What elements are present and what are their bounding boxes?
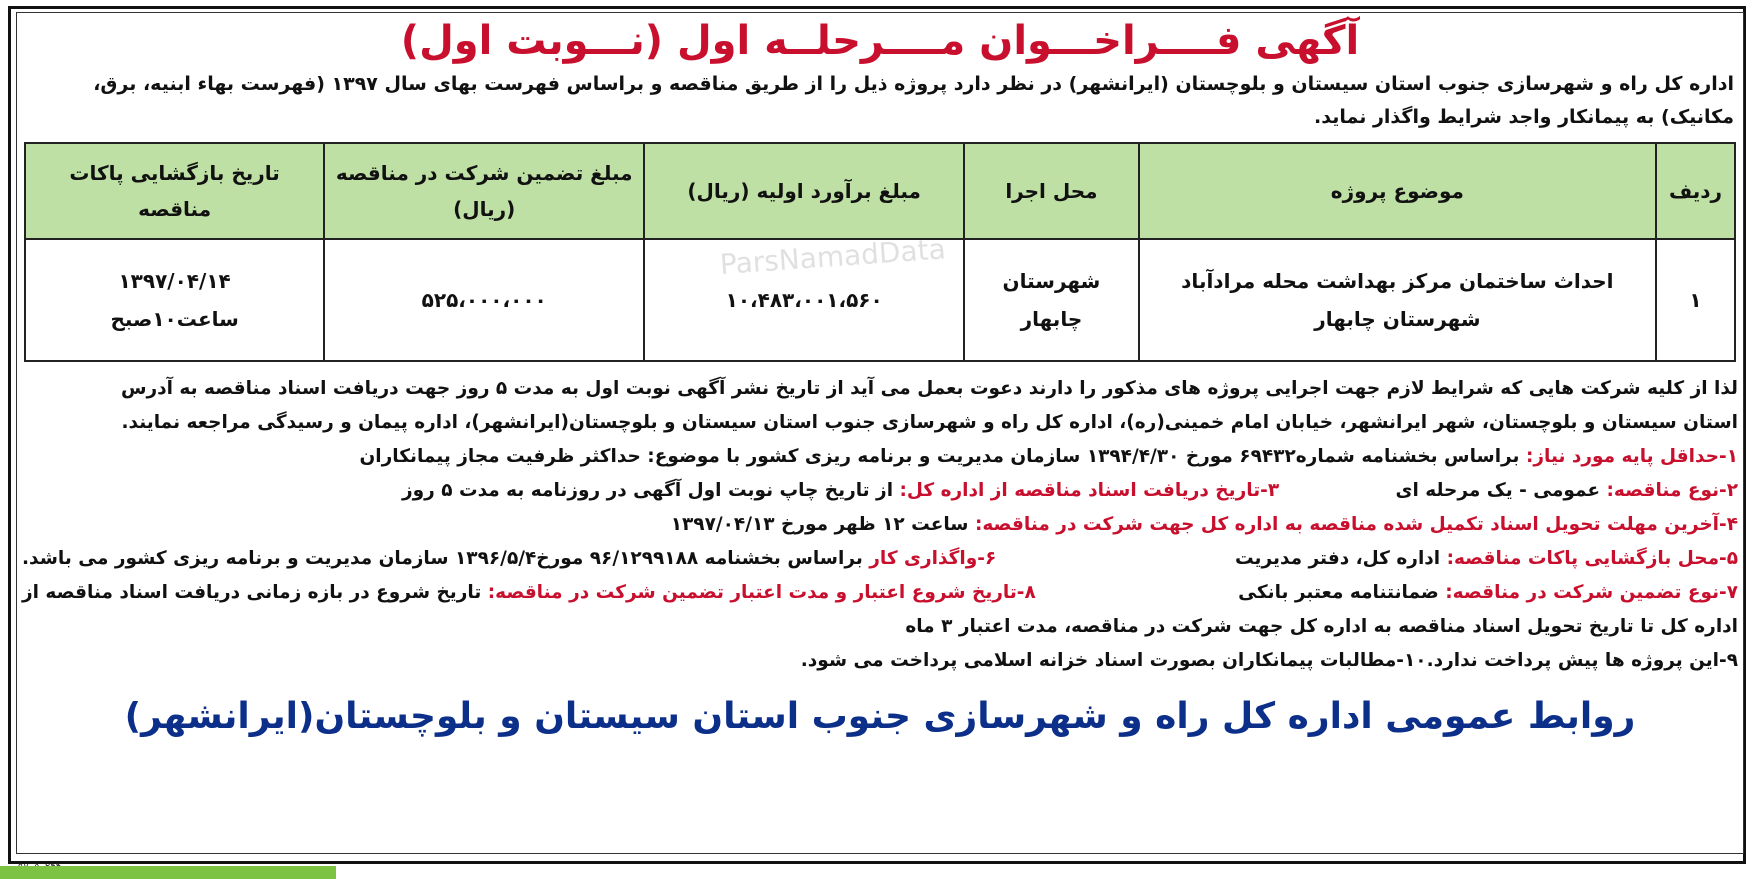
item-10: ۱۰-مطالبات پیمانکاران بصورت اسناد خزانه اسلامی پرداخت می شود. [800,650,1427,671]
item-8-continued: اداره کل تا تاریخ تحویل اسناد مناقصه به اداره کل جهت شرکت در مناقصه، مدت اعتبار ۳ ماه [905,616,1738,637]
invite-line-1: لذا از کلیه شرکت هایی که شرایط لازم جهت اجرایی پروژه های مذکور را دارند دعوت بعمل می آید از تاریخ نشر آگهی نوبت اول به مدت ۵ روز جهت دریافت اسناد مناقصه به آدرس [120,378,1738,399]
item-4-text: ساعت ۱۲ ظهر مورخ ۱۳۹۷/۰۴/۱۳ [670,514,975,535]
cell-guarantee: ۵۲۵،۰۰۰،۰۰۰ [324,239,644,361]
item-2-text: عمومی - یک مرحله ای [1395,480,1607,501]
item-6-label: ۶-واگذاری کار [869,548,997,569]
watermark-text: ParsNamadData [718,232,947,282]
items-5-6 [22,542,1738,576]
items-9-10 [22,644,1738,678]
header-opening: تاریخ بازگشایی پاکات مناقصه [25,143,324,239]
header-subject: موضوع پروژه [1139,143,1656,239]
table-header-row [25,143,1735,239]
opening-date: ۱۳۹۷/۰۴/۱۴ [118,269,231,293]
items-2-3 [22,474,1738,508]
item-6-text: براساس بخشنامه ۹۶/۱۲۹۹۱۸۸ مورخ۱۳۹۶/۵/۴ سازمان مدیریت و برنامه ریزی کشور می باشد. [22,548,870,569]
notice-title: آگهی فــــراخـــوان مــــرحلــه اول (نـــوبت اول) [400,18,1360,64]
item-7 [1238,576,1738,610]
cell-location: شهرستان چابهار [964,239,1139,361]
item-4-label: ۴-آخرین مهلت تحویل اسناد تکمیل شده مناقصه به اداره کل جهت شرکت در مناقصه: [974,514,1738,535]
cell-estimate: ۱۰،۴۸۳،۰۰۱،۵۶۰ [644,239,964,361]
notice-intro: اداره کل راه و شهرسازی جنوب استان سیستان و بلوچستان (ایرانشهر) در نظر دارد پروژه ذیل را از طریق مناقصه و براساس فهرست بهای سال ۱۳۹۷ (فهرست بهاء ابنیه، برق، مکانیک) به پیمانکار واجد شرایط واگذار نماید. [93,73,1734,128]
item-2 [1396,474,1738,508]
invite-line-2: استان سیستان و بلوچستان، شهر ایرانشهر، خیابان امام خمینی(ره)، اداره کل راه و شهرسازی جنوب استان سیستان و بلوچستان(ایرانشهر)، اداره پیمان و رسیدگی مراجعه نمایند. [121,412,1738,433]
item-9: ۹-این پروژه ها پیش پرداخت ندارد. [1426,650,1738,671]
cell-opening [25,239,324,361]
notice-footer: روابط عمومی اداره کل راه و شهرسازی جنوب استان سیستان و بلوچستان(ایرانشهر) [124,696,1636,737]
item-2-label: ۲-نوع مناقصه: [1606,480,1738,501]
header-estimate: مبلغ برآورد اولیه (ریال) [644,143,964,239]
item-8 [22,576,1036,610]
cell-row: ۱ [1656,239,1735,361]
item-8-text: تاریخ شروع در بازه زمانی دریافت اسناد مناقصه از [22,582,488,603]
item-1-label: ۱-حداقل پایه مورد نیاز: [1525,446,1738,467]
item-5-text: اداره کل، دفتر مدیریت [1234,548,1447,569]
item-4 [22,508,1738,542]
item-6 [22,542,996,576]
opening-time: ساعت۱۰صبح [110,307,239,331]
notice [22,14,1738,742]
header-guarantee: مبلغ تضمین شرکت در مناقصه (ریال) [324,143,644,239]
header-row: ردیف [1656,143,1735,239]
item-7-text: ضمانتنامه معتبر بانکی [1238,582,1446,603]
item-7-label: ۷-نوع تضمین شرکت در مناقصه: [1445,582,1738,603]
table-row [25,239,1735,361]
item-3-label: ۳-تاریخ دریافت اسناد مناقصه از اداره کل: [899,480,1280,501]
item-3-text: از تاریخ چاپ نوبت اول آگهی در روزنامه به مدت ۵ روز [402,480,900,501]
item-5-label: ۵-محل بازگشایی پاکات مناقصه: [1446,548,1738,569]
item-3 [402,474,1279,508]
item-1 [22,440,1738,474]
items-7-8 [22,576,1738,610]
notice-body [22,372,1738,678]
project-table [24,142,1736,362]
green-bar [0,866,336,879]
header-location: محل اجرا [964,143,1139,239]
item-8-label: ۸-تاریخ شروع اعتبار و مدت اعتبار تضمین شرکت در مناقصه: [487,582,1036,603]
cell-subject: احداث ساختمان مرکز بهداشت محله مرادآباد شهرستان چابهار [1139,239,1656,361]
item-5 [1235,542,1738,576]
item-1-text: براساس بخشنامه شماره۶۹۴۳۲ مورخ ۱۳۹۴/۴/۳۰ سازمان مدیریت و برنامه ریزی کشور با موضوع: حداکثر ظرفیت مجاز پیمانکاران [359,446,1526,467]
